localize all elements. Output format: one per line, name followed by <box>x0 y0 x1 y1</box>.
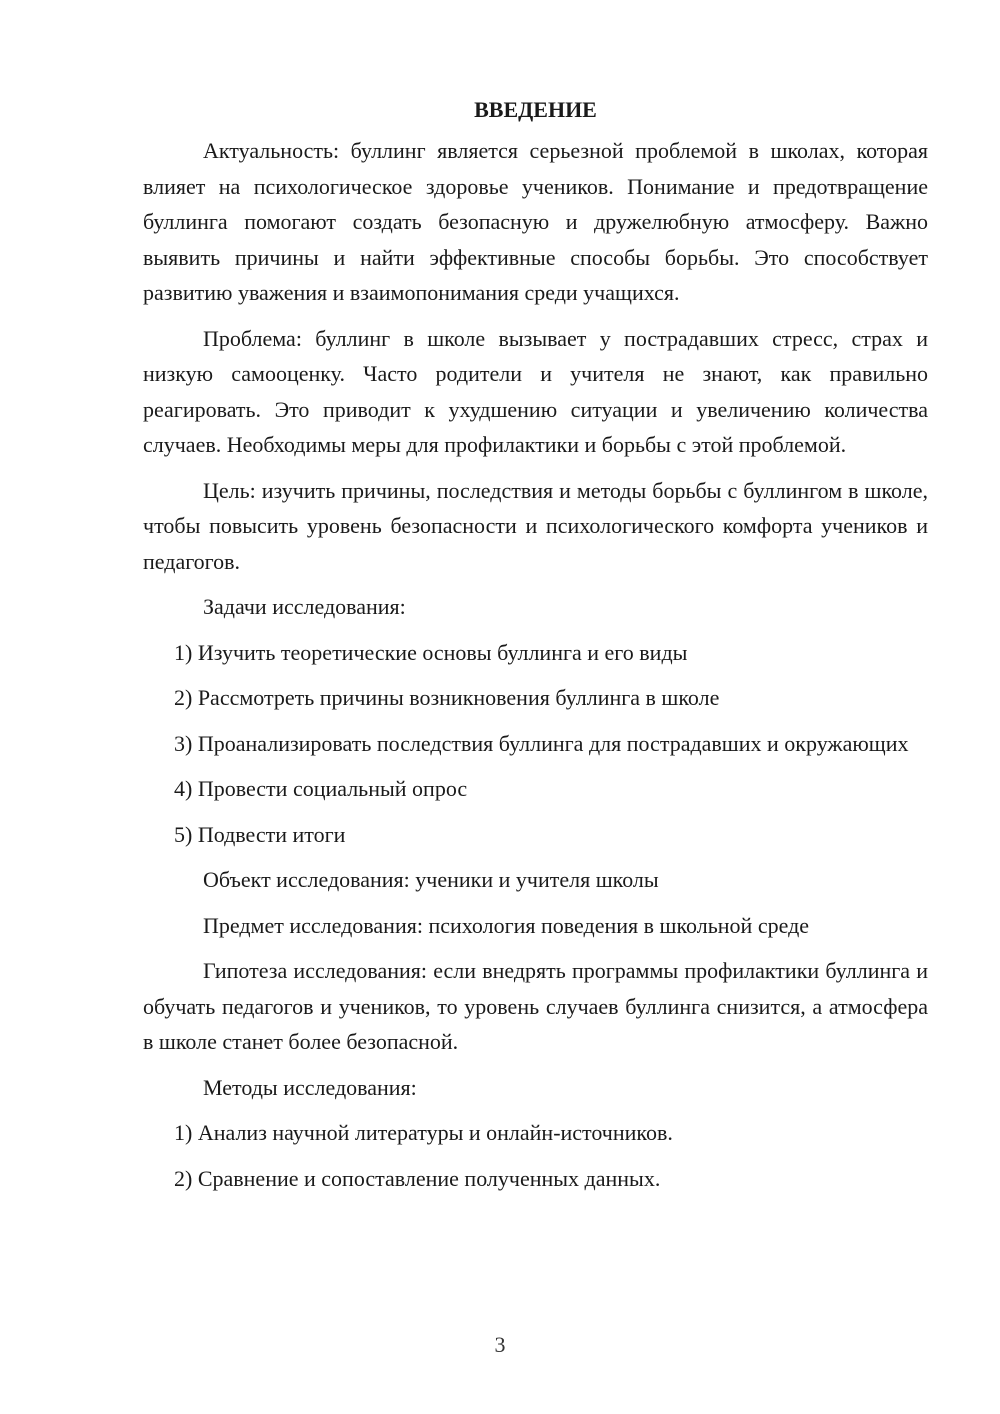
method-item-2: 2) Сравнение и сопоставление полученных данных. <box>174 1165 661 1191</box>
method-item-1: 1) Анализ научной литературы и онлайн-источников. <box>174 1120 673 1145</box>
task-item-4: 4) Провести социальный опрос <box>174 776 468 801</box>
tasks-heading: Задачи исследования: <box>203 594 406 619</box>
page-number: 3 <box>494 1332 506 1357</box>
task-item-3: 3) Проанализировать последствия буллинга для пострадавших и окружающих <box>174 730 909 756</box>
page-content <box>143 92 928 1206</box>
relevance-paragraph: Актуальность: буллинг является серьезной проблемой в школах, которая влияет на психологическое здоровье учеников. Понимание и предотвращение буллинга помогают создать безопасную и дружелюбную атмосферу. Важно выявить причины и найти эффективные способы борьбы. Это способствует развитию уважения и взаимопонимания среди учащихся. <box>143 138 928 305</box>
task-item-2: 2) Рассмотреть причины возникновения буллинга в школе <box>174 685 720 710</box>
research-object: Объект исследования: ученики и учителя школы <box>203 867 659 892</box>
hypothesis-paragraph: Гипотеза исследования: если внедрять программы профилактики буллинга и обучать педагогов и учеников, то уровень случаев буллинга снизится, а атмосфера в школе станет более безопасной. <box>143 958 928 1054</box>
task-item-5: 5) Подвести итоги <box>174 821 346 847</box>
problem-paragraph: Проблема: буллинг в школе вызывает у пострадавших стресс, страх и низкую самооценку. Часто родители и учителя не знают, как правильно реагировать. Это приводит к ухудшению ситуации и увеличению количества случаев. Необходимы меры для профилактики и борьбы с этой проблемой. <box>143 325 928 457</box>
goal-paragraph: Цель: изучить причины, последствия и методы борьбы с буллингом в школе, чтобы повысить уровень безопасности и психологического комфорта учеников и педагогов. <box>143 477 928 574</box>
methods-heading: Методы исследования: <box>203 1074 417 1100</box>
section-title: ВВЕДЕНИЕ <box>474 97 597 122</box>
research-subject: Предмет исследования: психология поведения в школьной среде <box>203 912 810 938</box>
task-item-1: 1) Изучить теоретические основы буллинга и его виды <box>174 639 688 665</box>
